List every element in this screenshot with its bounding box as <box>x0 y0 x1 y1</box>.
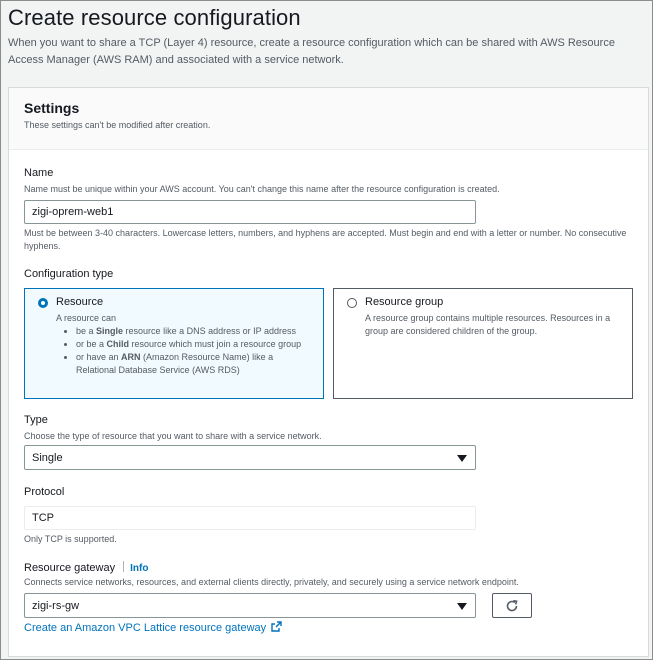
gateway-select-value: zigi-rs-gw <box>32 599 80 612</box>
refresh-button[interactable] <box>492 593 532 618</box>
resource-bullet: • be a Single resource like a DNS address or IP address <box>76 325 311 338</box>
config-type-label: Configuration type <box>24 268 114 280</box>
gateway-description: Connects service networks, resources, and external clients directly, privately, and securely using a service network endpoint. <box>24 577 519 587</box>
gateway-label-row <box>24 561 148 574</box>
name-description: Name must be unique within your AWS account. You can't change this name after the resource configuration is created. <box>24 184 500 194</box>
resource-group-radio[interactable] <box>347 298 357 308</box>
resource-tile[interactable] <box>24 288 324 399</box>
resource-description <box>56 312 311 377</box>
protocol-label: Protocol <box>24 486 65 498</box>
name-label: Name <box>24 167 54 179</box>
protocol-input <box>24 506 476 530</box>
gateway-info-link[interactable]: Info <box>130 563 149 574</box>
gateway-label: Resource gateway <box>24 562 116 574</box>
gateway-select[interactable] <box>24 593 476 618</box>
refresh-icon <box>505 599 519 613</box>
resource-bullet: • or be a Child resource which must join a resource group <box>76 338 311 351</box>
type-label: Type <box>24 414 48 426</box>
external-link-icon <box>271 621 282 632</box>
settings-title: Settings <box>24 100 80 116</box>
protocol-value: TCP <box>32 512 54 524</box>
type-description: Choose the type of resource that you want to share with a service network. <box>24 431 322 441</box>
page-title: Create resource configuration <box>8 5 301 30</box>
resource-intro: A resource can <box>56 313 117 323</box>
resource-bullets <box>56 325 311 377</box>
caret-down-icon <box>457 455 467 462</box>
settings-header <box>9 88 648 150</box>
resource-group-title: Resource group <box>365 296 444 308</box>
resource-title: Resource <box>56 296 104 308</box>
resource-radio[interactable] <box>38 298 48 308</box>
create-gateway-link-text[interactable]: Create an Amazon VPC Lattice resource gateway <box>24 622 267 634</box>
caret-down-icon <box>457 603 467 610</box>
name-constraint: Must be between 3-40 characters. Lowercase letters, numbers, and hyphens are accepted. Must begin and end with a letter or number. No consecutive hyphens. <box>24 228 627 251</box>
type-select-value: Single <box>32 451 63 464</box>
settings-panel <box>8 87 649 657</box>
divider <box>123 561 124 572</box>
name-input[interactable] <box>24 200 476 224</box>
page-description: When you want to share a TCP (Layer 4) resource, create a resource configuration which can be shared with AWS Resource Access Manager (AWS RAM) and associated with a service network. <box>8 37 615 66</box>
resource-group-tile[interactable] <box>333 288 633 399</box>
resource-group-description: A resource group contains multiple resources. Resources in a group are considered children of the group. <box>365 313 611 336</box>
protocol-note: Only TCP is supported. <box>24 534 117 544</box>
create-gateway-link[interactable] <box>24 621 282 634</box>
type-select[interactable] <box>24 445 476 470</box>
name-input-value: zigi-oprem-web1 <box>32 206 114 218</box>
resource-bullet: • or have an ARN (Amazon Resource Name) like a Relational Database Service (AWS RDS) <box>76 351 311 377</box>
settings-subtitle: These settings can't be modified after creation. <box>24 120 211 130</box>
